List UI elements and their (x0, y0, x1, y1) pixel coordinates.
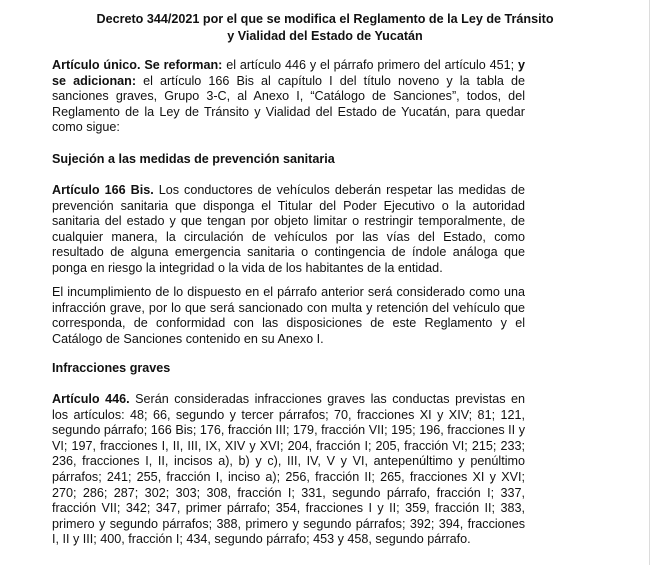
incumplimiento-paragraph: El incumplimiento de lo dispuesto en el párrafo anterior será considerado como una infracción grave, por lo que será sancionado con multa y retención del vehículo que corresponda, de conformidad con las disposiciones de este Reglamento y el Catálogo de Sanciones contenido en su Anexo I. (52, 285, 525, 346)
articulo-166-bis-lead: Artículo 166 Bis. (52, 183, 154, 197)
articulo-unico-text-1: el artículo 446 y el párrafo primero del artículo 451; (222, 58, 515, 72)
articulo-unico-conjunction: y se adicionan: (52, 58, 525, 88)
articulo-446-text: Serán consideradas infracciones graves las conductas previstas en los artículos: 48; 66, segundo y tercer párrafos; 70, fracciones XI y XIV; 81; 121, segundo párrafo; 166 Bis; 176, fracción III; 179, fracción VII; 195; 196, fracciones II y VI; 197, fracciones I, II, III, IX, XIV y XVI; 204, fracción I; 205, fracción VI; 215; 233; 236, fracciones I, II, incisos a), b) y c), III, IV, V y VI, antepenúltimo y penúltimo párrafos; 241; 255, fracción I, inciso a); 256, fracción II; 265, fracciones XI y XVI; 270; 286; 287; 302; 303; 308, fracción I; 331, segundo párrafo, fracción I; 337, fracción VII; 342; 347, primer párrafo; 354, fracciones I y II; 359, fracción II; 383, primero y segundo párrafos; 388, primero y segundo párrafos; 392; 394, fracciones I, II y III; 400, fracción I; 434, segundo párrafo; 453 y 458, segundo párrafo. (52, 392, 525, 547)
articulo-unico-text-2: el artículo 166 Bis al capítulo I del título noveno y la tabla de sanciones graves, Grupo 3-C, al Anexo I, “Catálogo de Sanciones”, todos, del Reglamento de la Ley de Tránsito y Vialidad del Estado de Yucatán, para quedar como sigue: (52, 73, 525, 135)
articulo-166-bis-text: Los conductores de vehículos deberán respetar las medidas de prevención sanitaria que disponga el Titular del Poder Ejecutivo o la autoridad sanitaria del estado y que tengan por objeto limitar o restringir temporalmente, de cualquier manera, la circulación de vehículos por las vías del Estado, como resultado de alguna emergencia sanitaria o contingencia de índole análoga que ponga en riesgo la integridad o la vida de los habitantes de la entidad. (52, 183, 525, 275)
articulo-unico-paragraph (52, 58, 525, 136)
section-heading-infracciones-graves: Infracciones graves (52, 361, 171, 375)
title-line-1: Decreto 344/2021 por el que se modifica el Reglamento de la Ley de Tránsito (96, 12, 554, 26)
articulo-446-paragraph (52, 392, 525, 548)
articulo-166-bis-paragraph (52, 183, 525, 277)
articulo-unico-lead: Artículo único. Se reforman: (52, 58, 223, 72)
section-heading-sanitaria: Sujeción a las medidas de prevención sanitaria (52, 152, 335, 166)
title-line-2: y Vialidad del Estado de Yucatán (227, 29, 423, 43)
articulo-446-lead: Artículo 446. (52, 392, 130, 406)
document-title (40, 11, 610, 45)
